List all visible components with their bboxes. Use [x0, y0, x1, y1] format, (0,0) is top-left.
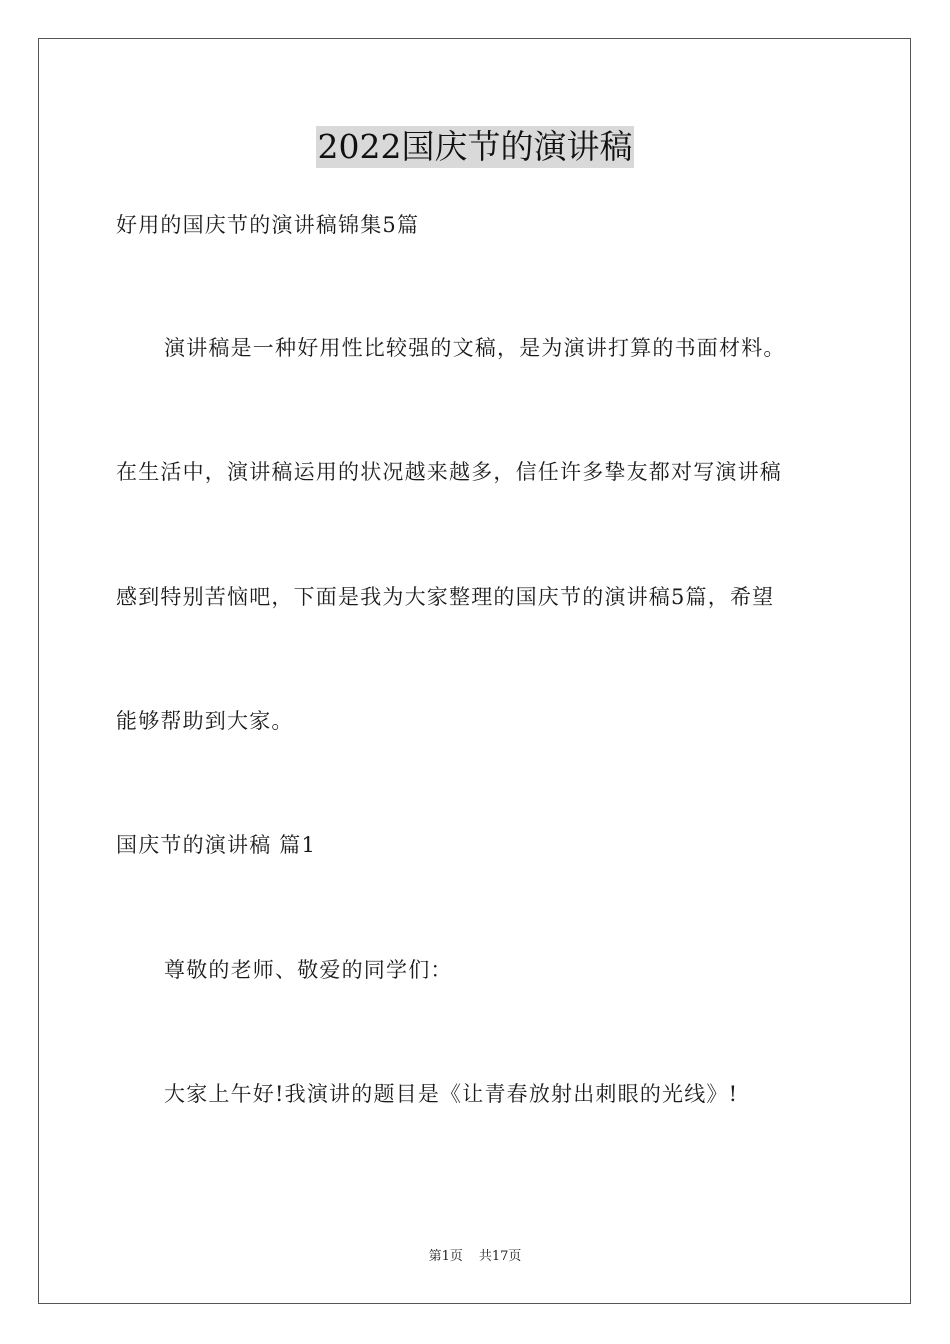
- intro-line-3: 感到特别苦恼吧，下面是我为大家整理的国庆节的演讲稿5篇，希望: [116, 585, 775, 609]
- document-subtitle: 好用的国庆节的演讲稿锦集5篇: [116, 213, 420, 237]
- intro-line-4: 能够帮助到大家。: [116, 709, 294, 733]
- section-heading: 国庆节的演讲稿 篇1: [116, 833, 317, 857]
- document-title: 2022国庆节的演讲稿: [317, 127, 633, 166]
- page-total: 共17页: [478, 1249, 522, 1264]
- title-container: [0, 126, 950, 168]
- opening-line: 大家上午好!我演讲的题目是《让青春放射出刺眼的光线》!: [164, 1082, 739, 1106]
- page-number: 第1页: [428, 1249, 463, 1264]
- greeting-line: 尊敬的老师、敬爱的同学们：: [164, 958, 453, 982]
- intro-line-1: 演讲稿是一种好用性比较强的文稿，是为演讲打算的书面材料。: [164, 336, 786, 360]
- page-footer: [0, 1248, 950, 1266]
- intro-line-2: 在生活中，演讲稿运用的状况越来越多，信任许多挚友都对写演讲稿: [116, 460, 782, 484]
